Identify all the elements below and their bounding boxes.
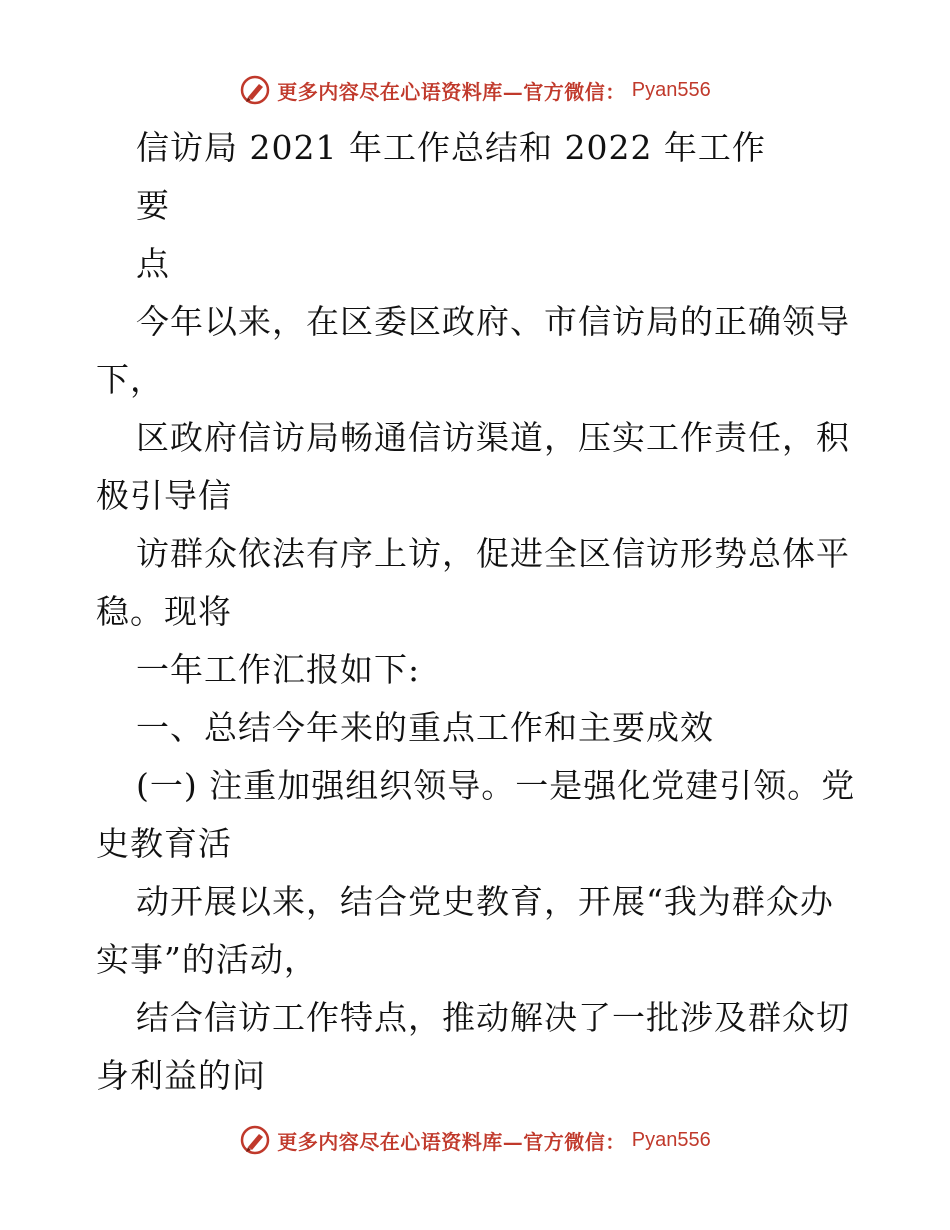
doc-title-line-1: 信访局 2021 年工作总结和 2022 年工作 <box>136 128 766 167</box>
doc-text-line: 动开展以来，结合党史教育，开展“我为群众办 <box>136 882 834 921</box>
doc-text-line: 下， <box>96 360 164 399</box>
pen-logo-icon <box>239 74 271 106</box>
doc-text-line: 访群众依法有序上访，促进全区信访形势总体平 <box>136 534 850 573</box>
doc-text-line: 稳。现将 <box>96 592 232 631</box>
banner-text: 更多内容尽在心语资料库—官方微信： <box>277 79 626 104</box>
doc-text-line: 今年以来，在区委区政府、市信访局的正确领导 <box>136 302 850 341</box>
doc-text-line: 结合信访工作特点，推动解决了一批涉及群众切 <box>136 998 850 1037</box>
doc-text-line: 区政府信访局畅通信访渠道，压实工作责任，积 <box>136 418 850 457</box>
doc-title-line-2: 要 <box>136 186 170 225</box>
banner-wechat-id: Pyan556 <box>631 1128 711 1151</box>
banner-wechat-id: Pyan556 <box>631 78 711 101</box>
banner-text: 更多内容尽在心语资料库—官方微信： <box>277 1129 626 1154</box>
doc-text-line: 实事”的活动， <box>96 940 318 979</box>
doc-title-line-3: 点 <box>136 244 170 283</box>
doc-text-line: 史教育活 <box>96 824 232 863</box>
doc-text-line: 一年工作汇报如下: <box>136 650 421 689</box>
doc-text-line: 身利益的问 <box>96 1056 266 1095</box>
doc-text-line: (一) 注重加强组织领导。一是强化党建引领。党 <box>136 766 856 805</box>
header-watermark-banner <box>0 70 950 110</box>
pen-logo-icon <box>239 1124 271 1156</box>
footer-watermark-banner <box>0 1120 950 1160</box>
doc-section-heading: 一、总结今年来的重点工作和主要成效 <box>136 708 714 747</box>
doc-text-line: 极引导信 <box>96 476 232 515</box>
